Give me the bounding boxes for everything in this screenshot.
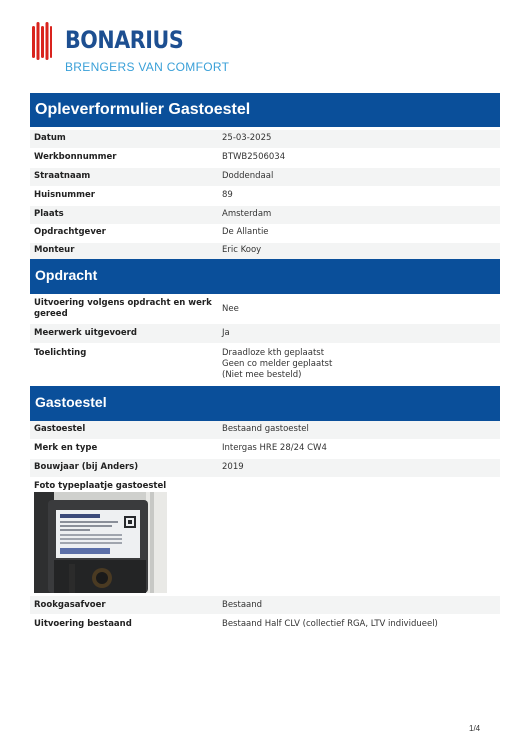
table-row	[30, 421, 500, 439]
table-row	[30, 324, 500, 343]
table-row	[30, 243, 500, 259]
field-label: Uitvoering bestaand	[34, 619, 132, 629]
field-label: Monteur	[34, 245, 75, 255]
section-band-opdracht	[30, 259, 500, 294]
table-row	[30, 440, 500, 458]
field-label: Uitvoering volgens opdracht en werk gereed	[34, 298, 212, 319]
table-row	[30, 295, 500, 323]
field-value: BTWB2506034	[222, 152, 286, 162]
section-title: Opdracht	[35, 267, 98, 283]
table-row	[30, 478, 500, 491]
field-label: Opdrachtgever	[34, 227, 106, 237]
field-value: Draadloze kth geplaatst Geen co melder geplaatst (Niet mee besteld)	[222, 348, 333, 380]
field-value: 2019	[222, 462, 244, 472]
type-plate-photo	[34, 492, 167, 593]
field-value: 89	[222, 190, 233, 200]
field-value: Eric Kooy	[222, 245, 262, 255]
table-row	[30, 130, 500, 148]
field-value: Doddendaal	[222, 171, 274, 181]
field-label: Werkbonnummer	[34, 152, 117, 162]
field-label: Meerwerk uitgevoerd	[34, 328, 137, 338]
table-row	[30, 615, 500, 633]
table-row	[30, 206, 500, 224]
table-row	[30, 596, 500, 614]
field-value: Bestaand	[222, 600, 263, 610]
field-label: Plaats	[34, 209, 64, 219]
brand-tagline: BRENGERS VAN COMFORT	[65, 60, 230, 74]
form-title-band	[30, 93, 500, 127]
field-label: Rookgasafvoer	[34, 600, 106, 610]
table-row	[30, 187, 500, 205]
field-label: Toelichting	[34, 348, 87, 358]
field-label: Datum	[34, 133, 66, 143]
page-number: 1/4	[469, 724, 481, 733]
field-value: Intergas HRE 28/24 CW4	[222, 443, 327, 453]
table-row	[30, 344, 500, 386]
table-row	[30, 224, 500, 242]
field-value: Bestaand gastoestel	[222, 424, 309, 434]
radiator-logo-icon	[32, 22, 52, 60]
table-row	[30, 149, 500, 167]
field-label: Merk en type	[34, 443, 98, 453]
field-label: Gastoestel	[34, 424, 86, 434]
field-value: 25-03-2025	[222, 133, 272, 143]
table-row	[30, 168, 500, 186]
company-logo	[32, 20, 232, 76]
field-value: Bestaand Half CLV (collectief RGA, LTV individueel)	[222, 619, 438, 629]
field-label: Foto typeplaatje gastoestel	[34, 481, 167, 491]
section-band-gastoestel	[30, 386, 500, 421]
table-row	[30, 459, 500, 477]
brand-name: BONARIUS	[65, 26, 184, 54]
form-title: Opleverformulier Gastoestel	[35, 101, 251, 118]
field-value: Nee	[222, 304, 239, 314]
field-label: Huisnummer	[34, 190, 95, 200]
section-title: Gastoestel	[35, 394, 107, 410]
field-value: Amsterdam	[222, 209, 272, 219]
field-label: Bouwjaar (bij Anders)	[34, 462, 139, 472]
field-value: Ja	[222, 328, 230, 338]
field-label: Straatnaam	[34, 171, 91, 181]
field-value: De Allantie	[222, 227, 269, 237]
